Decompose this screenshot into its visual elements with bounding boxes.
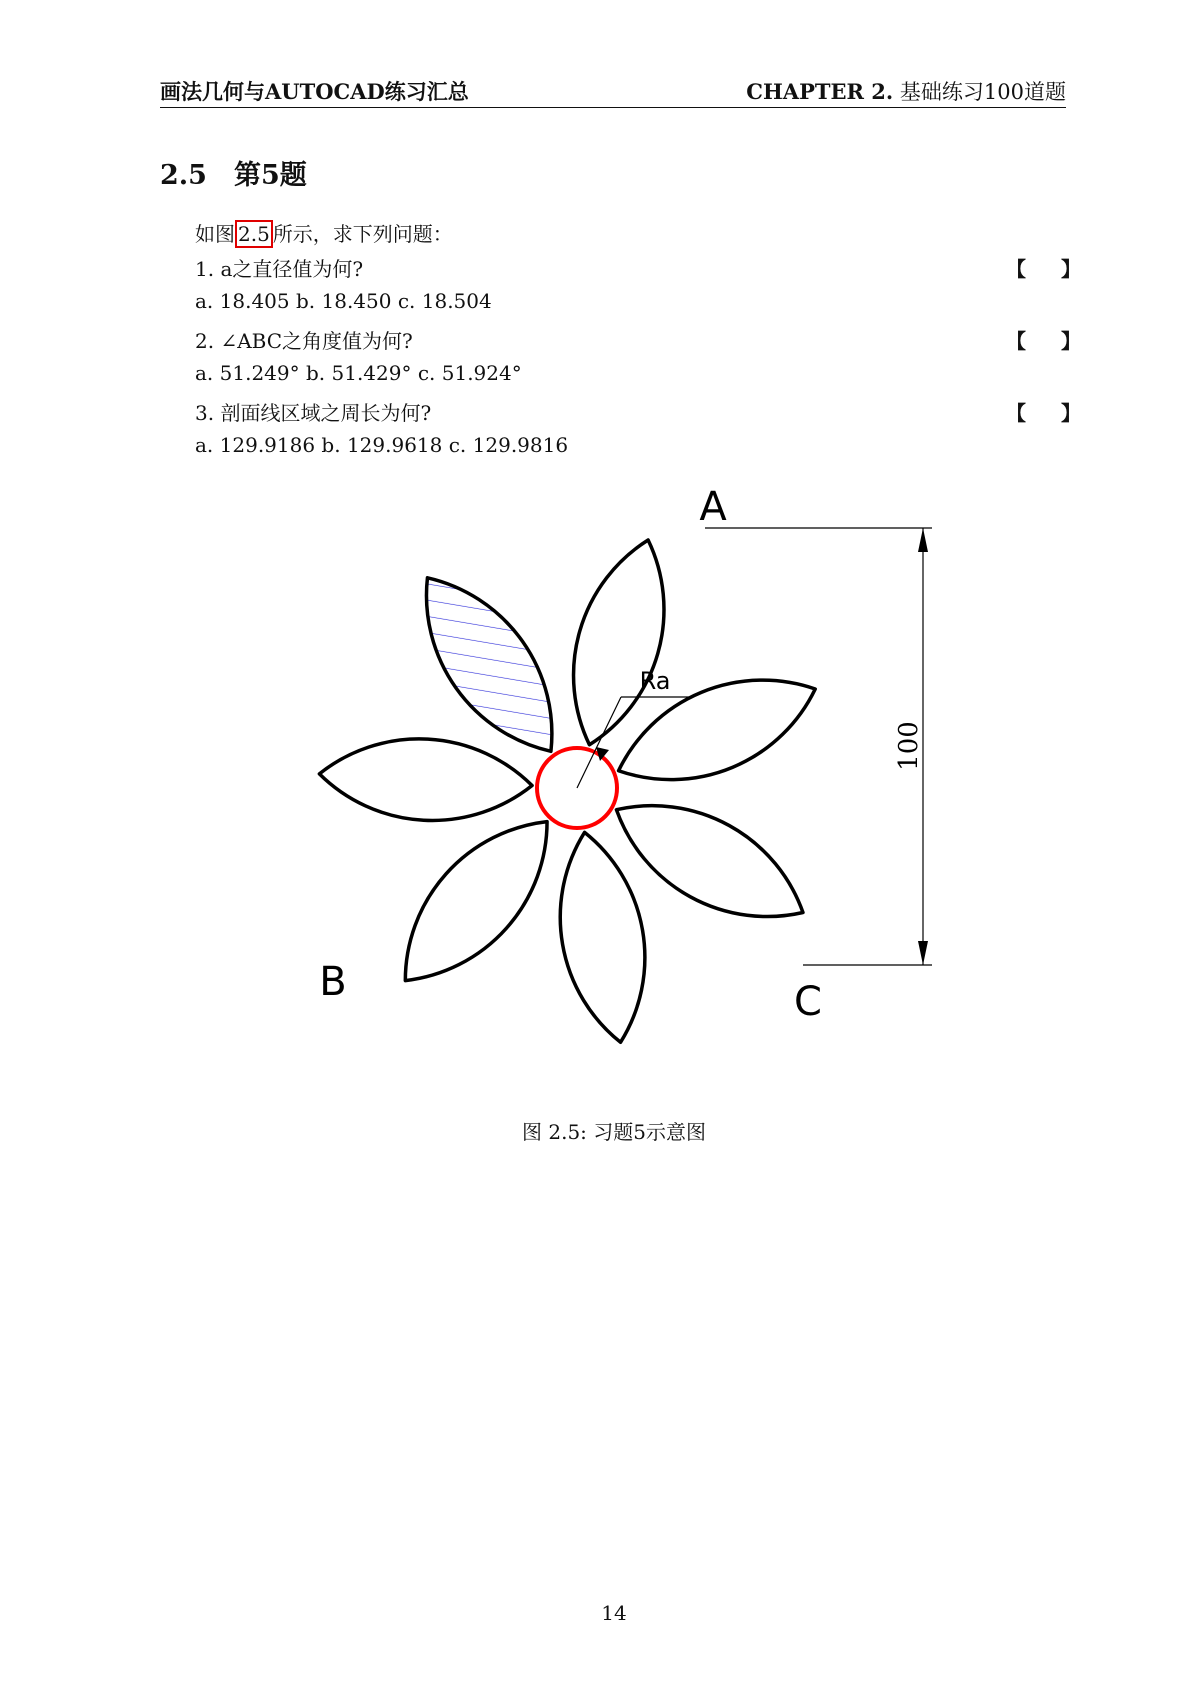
header-left: 画法几何与AUTOCAD练习汇总 <box>160 79 469 104</box>
radius-label: Ra <box>639 667 671 695</box>
question-3-options: a. 129.9186 b. 129.9618 c. 129.9816 <box>195 433 569 457</box>
page-number: 14 <box>601 1601 627 1625</box>
header-chapter-title: 基础练习100道题 <box>899 80 1066 104</box>
intro-prefix: 如图 <box>195 222 235 246</box>
question-2-answer-bracket: 【 】 <box>1006 329 1095 353</box>
question-3: 3. 剖面线区域之周长为何? <box>195 401 432 425</box>
petal <box>603 651 831 808</box>
question-1: 1. a之直径值为何? <box>195 257 364 281</box>
petal <box>550 529 687 756</box>
dimension-value: 100 <box>894 721 924 771</box>
petal-hatched <box>394 554 584 775</box>
point-label-c: C <box>794 979 822 1025</box>
question-3-answer-bracket: 【 】 <box>1006 401 1095 425</box>
figure-ref-link[interactable]: 2.5 <box>235 220 273 248</box>
question-2-options: a. 51.249° b. 51.429° c. 51.924° <box>195 361 522 385</box>
question-1-options: a. 18.405 b. 18.450 c. 18.504 <box>195 289 492 313</box>
petal <box>317 733 534 826</box>
intro-suffix: 所示，求下列问题： <box>272 222 453 246</box>
petal <box>597 774 823 948</box>
dimension-arrow-bottom <box>918 941 928 965</box>
section-title: 第5题 <box>234 160 307 191</box>
petal <box>375 795 577 1008</box>
question-1-answer-bracket: 【 】 <box>1006 257 1095 281</box>
figure-caption: 图 2.5: 习题5示意图 <box>522 1120 706 1144</box>
section-number: 2.5 <box>160 160 207 191</box>
dimension-arrow-top <box>918 528 928 552</box>
point-label-a: A <box>699 484 727 530</box>
point-label-b: B <box>319 959 347 1005</box>
petal-group <box>317 529 831 1049</box>
question-2: 2. ∠ABC之角度值为何? <box>195 329 413 353</box>
header-chapter: CHAPTER 2. <box>746 79 894 104</box>
